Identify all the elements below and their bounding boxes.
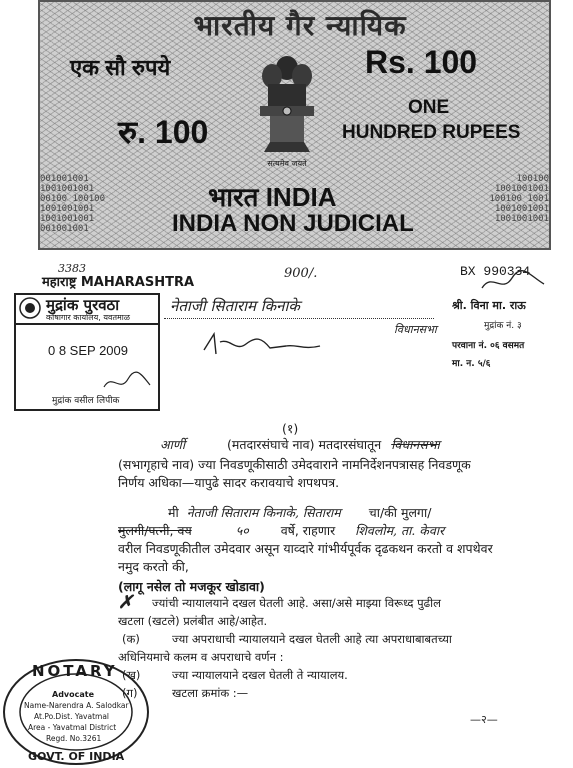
office-stamp-subtitle: कोषागार कार्यालय, यवतमाळ (46, 313, 130, 322)
line4 (168, 504, 431, 521)
vendor-signature-icon (478, 268, 548, 298)
stamp-amount-word-1: ONE (408, 97, 450, 118)
vendor-stamp-line-1: श्री. विना मा. राऊ (452, 299, 526, 312)
item4: खटला क्रमांक :— (172, 686, 249, 700)
state-label: महाराष्ट्र MAHARASHTRA (42, 275, 195, 290)
vendor-stamp-line-2: मुद्रांक नं. ३ (484, 321, 522, 331)
cross-mark-1: ✗ (118, 592, 134, 613)
item1-b: खटला (खटले) प्रलंबीत आहे/आहेत. (118, 614, 268, 628)
treasury-office-stamp (14, 293, 160, 411)
hand-residence: शिवलोम, ता. केवार (355, 523, 445, 538)
notary-role: Advocate (52, 690, 95, 699)
line5-a: मुलगी/पत्नी, वय (118, 523, 192, 538)
notary-place: At.Po.Dist. Yavatmal (34, 712, 109, 721)
page-footer: —२— (470, 713, 498, 726)
item3: ज्या न्यायालयाने दखल घेतली ते न्यायालय. (172, 668, 348, 682)
section-heading: (लागू नसेल तो मजकूर खोडावा) (118, 579, 265, 594)
office-seal-icon (19, 297, 41, 319)
signature-dotted-line (164, 318, 434, 319)
stamp-motto: सत्यमेव जयते (267, 159, 307, 168)
office-stamp-footer: मुद्रांक वसील लिपीक (52, 396, 120, 406)
item4-label: (ग) (122, 686, 138, 700)
line5 (118, 522, 444, 539)
page-number: (१) (282, 421, 299, 436)
line5-b: वर्षे, राहणार (280, 523, 336, 538)
hand-age: ५० (235, 523, 249, 538)
item2-label: (क) (122, 632, 140, 646)
stamp-paper (38, 0, 551, 250)
vendor-stamp-line-3: परवाना नं. ०६ वसमत (452, 341, 525, 351)
lion-capital-icon (250, 50, 324, 154)
ashoka-emblem (250, 50, 324, 168)
notary-seal (2, 658, 150, 766)
notary-regd: Regd. No.3261 (46, 734, 102, 743)
stamp-title: भारतीय गैर न्यायिक (193, 9, 407, 42)
clerk-signature-icon (102, 371, 152, 393)
notary-ring-bottom: GOVT. OF INDIA (28, 750, 125, 763)
line2: (सभागृहाचे नाव) ज्या निवडणूकीसाठी उमेदवाराने नामनिर्देशनपत्रासह निवडणूक (118, 457, 471, 472)
line6: वरील निवडणूकीतील उमेदवार असून याव्दारे गांभीर्यपूर्वक दृढकथन करतो व शपथेवर (118, 541, 493, 556)
item2-b: अधिनियमाचे कलम व अपराधाचे वर्णन : (118, 650, 284, 664)
line4-prefix: मी (168, 505, 179, 520)
hand-name-line: नेताजी सिताराम किनाके (170, 297, 300, 315)
applicant-signature-icon (200, 328, 350, 364)
hand-number: 900/. (284, 266, 318, 281)
line1-text: (मतदारसंघाचे नाव) मतदारसंघातून (227, 437, 382, 452)
hand-deponent-name: नेताजी सिताराम किनाके, सिताराम (186, 505, 341, 520)
stamp-bharat-india: भारत INDIA (208, 182, 337, 212)
office-stamp-title: मुद्रांक पुरवठा (46, 296, 120, 314)
hand-assembly: विधानसभा (391, 437, 440, 452)
item2-a: ज्या अपराधाची न्यायालयाने दखल घेतली आहे त्या अपराधाबाबतच्या (172, 632, 452, 646)
line1 (160, 436, 440, 453)
line7: नमुद करतो की, (118, 559, 189, 574)
vendor-stamp-line-4: मा. न. ५/६ (452, 359, 491, 369)
office-stamp-date: 0 8 SEP 2009 (48, 343, 128, 358)
item3-label: (ख) (122, 668, 141, 682)
hand-scribble-left: 3383 (58, 262, 86, 275)
item1-a: ज्यांची न्यायालयाने दखल घेतली आहे. असा/असे माझ्या विरूध्द पुढील (152, 596, 441, 610)
stamp-amount-rs: Rs. 100 (365, 44, 478, 80)
stamp-left-text: एक सौ रुपये (70, 55, 171, 80)
hand-cross-ref: विधानसभा (394, 323, 437, 336)
line4-suffix: चा/की मुलगा/ (368, 505, 432, 520)
stamp-non-judicial: INDIA NON JUDICIAL (172, 210, 414, 237)
notary-name: Name-Narendra A. Salodkar (24, 701, 129, 710)
office-stamp-header (16, 295, 158, 325)
stamp-amount-word-2: HUNDRED RUPEES (342, 122, 521, 143)
notary-area: Area - Yavatmal District (28, 723, 117, 732)
hand-constituency: आर्णी (160, 437, 186, 452)
stamp-serial: BX 990334 (460, 264, 531, 279)
stamp-number-pattern-right: 100100 1001001001 100100 1001 1001001001 1001001001 (489, 174, 549, 224)
stamp-number-pattern-left: 001001001 1001001001 00100 100100 1001001001 1001001001 001001001 (40, 174, 106, 234)
stamp-amount-ru: रु. 100 (118, 114, 209, 150)
line3: निर्णय अधिका—यापुढे सादर करावयाचे शपथपत्र. (118, 475, 340, 490)
notary-ring-top: NOTARY (32, 662, 118, 680)
